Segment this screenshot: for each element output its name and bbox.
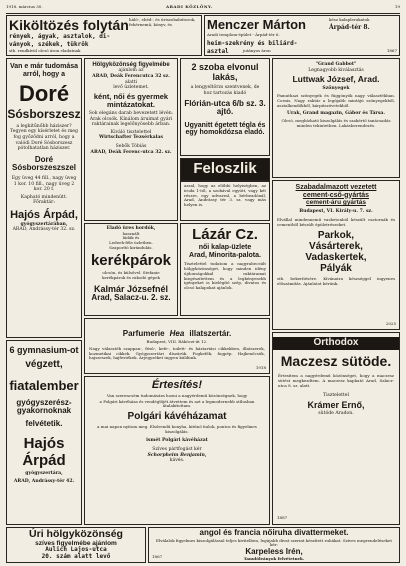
ad-luttwak — [272, 58, 400, 178]
ad-luttwak-tag: "Grand Gabbot" — [315, 62, 357, 67]
ad-maczesz-bakery — [272, 332, 400, 525]
ad-audience-l2: Aulich Lajos-utca — [45, 546, 107, 554]
ad-bicycles — [84, 223, 178, 316]
ad-two-rooms — [180, 58, 270, 156]
ad-bikes-l1: Eladó üres hordók, — [106, 226, 156, 231]
ad-gym-big: fiatalember — [9, 377, 79, 393]
ad-ladies-big: ként, női és gyermek — [93, 91, 169, 101]
ad-parf-addr: Budapest, VIII. Rákóczi-út 12. — [146, 339, 208, 344]
ad-ladies-l2: ajánlom az — [118, 68, 144, 74]
ad-ladies-l1: Hölgyközönség figyelmébe — [92, 62, 170, 68]
ad-bikes-l5: Szaporító kirándulás. — [109, 244, 153, 250]
ad-menczer-bold3: asztal — [207, 48, 229, 55]
ad-ladies-shop — [84, 58, 178, 221]
ad-fashion-salon — [148, 527, 400, 563]
ad-menczer-title: Menczer Márton — [207, 17, 306, 32]
ad-luttwak-l2: Urak, Grand magazin, Gábor és Társa. — [286, 111, 385, 117]
ad-luttwak-text: Pamuthazi szőnyegek és függönyök nagy választékban. Cornis. Nagy raktár a legújabb mintájú szőnyegekből, asztalkendőkből, kárpitszövetekből. — [277, 92, 395, 108]
ad-bikes-big: kerékpárok — [90, 251, 172, 269]
ad-gym-l2: végzett, — [25, 358, 63, 370]
ad-cement-squares: Vásárterek, — [309, 241, 363, 253]
ad-parf-number: 1918 — [255, 365, 266, 371]
ad-parf-l2: illatszertár. — [189, 329, 232, 338]
ad-parf-text: Nagy választék szappan-, fésű-, kefe-, toilett- és háztartási cikkekben, illatszerek, kozmetikai cikkek. Gyógyszertári díszárúk. Fogkefék, fogpép. Hajkenőcsök, hajszeszek, hajfestékek. Árjegyzéket ingyen küldünk. — [89, 345, 265, 361]
ad-luttwak-l0: Legnagyobb kiválasztás — [308, 67, 364, 73]
ad-parf-name: Hea — [169, 329, 185, 338]
ad-notice-text2: a mai napon nyitom meg. Elsőrendű konyha, kitűnő italok, pontos és figyelmes kiszolgálás. — [97, 424, 257, 434]
ad-maczesz-big: Maczesz sütöde. — [280, 352, 392, 369]
ad-audience-big: Úri hölgyközönség — [29, 528, 123, 540]
ad-moving-sub: háló-, ebéd-, és úriszobabútorok, fehérnemű, könyv, és — [129, 17, 196, 27]
ad-dore-prices: Egy üveg 44 fill., nagy üveg 1 kor. 10 fill., nagy üveg 2 kor. 20 f. — [11, 176, 77, 193]
ad-cement-parks: Parkok, — [317, 230, 355, 242]
ad-maczesz-name: Krámer Ernő, — [307, 399, 365, 410]
ad-rooms-l3: hoz tartozás kiadó — [203, 91, 247, 97]
ad-maczesz-number: 1887 — [277, 515, 288, 521]
ad-fashion-text: Elválalok figyelmes kiszolgálással teljes kivitelben, legújabb divat szerint készített ruhákat. Szíves megrendeléseket kér: — [156, 537, 392, 548]
ad-gym-l1: 6 gymnasium-ot — [9, 345, 79, 355]
ad-menczer-bold: Árpád-tér 8. — [329, 24, 370, 31]
ad-kavehaz-notice — [84, 376, 270, 525]
ad-fashion-l1: Tanulóleányok felvétetnek. — [243, 555, 305, 561]
ad-cement — [272, 180, 400, 330]
ad-parfumerie — [84, 318, 270, 374]
ad-lazar-hats — [180, 223, 270, 316]
ad-dore-big1: Doré — [18, 81, 70, 107]
ad-gym-l5: felvétetik. — [25, 418, 63, 428]
ad-parf-l1: Parfumerie — [122, 329, 165, 338]
ad-notice-bold: ismét Polgári kávéházat — [146, 437, 208, 443]
ad-ladies-l4: levő üzletemet. — [113, 85, 149, 91]
ad-bikes-addr: Arad, Salacz-u. 2. sz. — [91, 293, 171, 303]
ad-fashion-number: 1867 — [152, 554, 163, 560]
page-header — [6, 4, 400, 13]
ad-cement-gardens: Vadaskertek, — [305, 251, 367, 263]
ad-bikes-l6: olcsón, és külsővel. Stefanie — [102, 269, 160, 275]
ad-ladies-l6: Sebők Tóbiás — [115, 144, 147, 149]
ad-moving-bold: rények, ágyak, asztalok, di- — [9, 33, 111, 40]
ad-ladies-shop-addr: ARAD, Deák Ferencutca 32 sz. — [92, 74, 170, 80]
ad-menczer-tail: jutányos áron — [243, 48, 271, 53]
ad-rooms-bold: Flórián-utca 6/b sz. 3. ajtó. — [184, 98, 266, 117]
header-date: 1918. március 30. — [6, 4, 43, 9]
ad-cement-big2: cement-cső-gyártás — [302, 191, 370, 199]
ad-feloszlik-text — [180, 181, 270, 221]
ad-dore-name: Hajós Árpád, — [10, 208, 78, 221]
ad-dore-big3: Doré Sósborszeszszel — [11, 154, 77, 173]
ad-lazar-l1: női kalap-üzlete — [198, 244, 252, 252]
ad-moving-sale — [6, 15, 202, 56]
ad-gymnasium — [6, 340, 82, 525]
ad-fashion-big: angol és francia nőiruha divattermeket. — [199, 528, 349, 537]
ad-moving-title: Kiköltözés folytán — [9, 17, 129, 33]
ad-dore-sosborszesz — [6, 58, 82, 338]
ad-dore-name2: gyógyszertárában, — [20, 221, 68, 227]
ad-lazar-text: Tisztelettel tudatom a nagyrabecsült hölgyközönséget, hogy minden idény újdonságokkal raktáramat kiegészítettem és a legkényesebb igényeket is kielégítő szép, divatos és olcsó kalapokat ajánlok. — [184, 261, 266, 291]
ad-moving-tail: stb. rendkívül olcsó áron eladatnak — [9, 48, 81, 53]
ad-feloszlik-banner — [180, 158, 270, 181]
ad-rooms-l4: Ugyanitt égetett tégla és — [184, 121, 266, 129]
header-page-number: 19 — [394, 4, 400, 9]
ad-notice-big: Értesítés! — [151, 379, 203, 391]
ad-ladies-audience — [6, 527, 146, 563]
ad-maczesz-l1: Orthodox — [313, 337, 359, 348]
ad-luttwak-l1: Szőnyegek — [322, 86, 350, 92]
ad-rooms-l5: egy homokdózsa eladó. — [185, 129, 265, 137]
ad-dore-big2: Sósborszesz — [7, 106, 81, 121]
ad-feloszlik-title: Feloszlik — [193, 160, 257, 177]
ad-ladies-name: Wirtschafter Tezsérkalas — [99, 135, 163, 141]
ad-dore-available: Kapható mindenütt. Főraktár: — [20, 194, 68, 206]
ad-fashion-name: Karpeless Irén, — [245, 547, 303, 557]
ad-dore-small: a legkitűnőbb háziszer? Tegyen egy kísérletet és meg fog győződni arról, hogy a valódi Doré Sósborszesz pótolhatatlan háziszer. — [10, 123, 78, 152]
ad-maczesz-text: Értesítem a nagyérdemű közönséget, hogy a maczesz sütést megkezdtem. A maczesz kapható Arad, Salacz-utca 8. sz. alatt. — [278, 372, 394, 388]
header-title: ARADI KÖZLÖNY. — [166, 4, 213, 9]
ad-menczer-number: 1867 — [386, 48, 397, 53]
ad-notice-text: a Polgári kávéháza és vendéglőjét átvettem és azt a legmodernebb stílusban átalakítottam. — [99, 398, 255, 409]
ad-luttwak-name: Luttwak József, Arad. — [292, 74, 380, 85]
ad-menczer-tag: kész kalaplerakatok — [329, 17, 370, 22]
ad-cement-big3: cement-áru gyártás — [306, 199, 366, 207]
ad-bikes-name: Kalmár Józsefnél — [93, 283, 169, 294]
ad-lazar-name: Lázár Cz. — [192, 226, 258, 243]
ad-lazar-l2: Arad, Minorita-palota. — [189, 251, 261, 259]
ad-maczesz-l2: Tisztelettel — [323, 393, 349, 399]
ad-menczer-bold2: heim-szekrény és biliárd- — [207, 40, 298, 47]
ad-audience-l1: szíves figyelmébe ajánlom — [35, 540, 117, 548]
ad-feloszlik-body: azzal, hogy az előbbi helyiségben, az iroda 1-től, a szobával együtt, vagy két részre, egy udvarral, a bérbeadónál, Arad, Andrássy tér 3. sz. vagy más helyen is. — [184, 183, 266, 208]
ad-maczesz-l3: sütöde Aradon. — [318, 410, 354, 416]
ad-luttwak-tail: Olcsó, megbízható kiszolgálás és szakértő tanácsadás minden tekintetben. Lakásberendezés. — [281, 117, 391, 128]
ad-bikes-l2: használt — [122, 230, 140, 236]
ad-dore-l2: arról, hogy a — [22, 70, 65, 78]
ad-gym-name: Hajós Árpád — [22, 435, 66, 469]
ad-gym-l4: gyakornoknak — [16, 406, 72, 416]
ad-notice-big2: Polgári kávéházamat — [127, 411, 227, 423]
ad-cement-tail: stb. bekerítésére. Kívánatra készséggel ingyenes előszámítás. Ajánlatot kérünk. — [277, 276, 395, 287]
ad-menczer — [204, 15, 400, 56]
ad-cement-number: 2025 — [385, 321, 396, 327]
ad-bikes-l7: kerékpárok és rakodó gépek — [102, 274, 160, 280]
ad-ladies-big2: mintázatokat. — [107, 99, 155, 109]
ad-rooms-l2: a lengyeltörzs szentvenek, de — [190, 85, 260, 91]
ad-notice-l3: kávés. — [169, 458, 185, 464]
ad-notice-l2: Szíves pártfogást kér — [152, 447, 202, 453]
ad-cement-l1: Elvállal mindennemű vasbetonból készült csatornák és cementből készült épületrészeket. — [277, 216, 395, 227]
ad-bikes-l4: Ledeeh-féle üzletben. — [109, 240, 153, 246]
ad-ladies-sub: ARAD, Deák Ferenc-utca 32. sz. — [90, 149, 172, 155]
ad-ladies-l5: Kiváló tisztelettel — [110, 129, 152, 135]
ad-ladies-text: Sok elegáns darab bevezetett lévén. Árak olcsók. Kínálom áruimat gyári raktárainak legelőnyösebb árban. — [88, 111, 174, 128]
ad-cement-big1: Szabadalmazott vezetett — [295, 184, 377, 191]
ad-dore-address: ARAD, Andrássy-tér 32. sz. — [12, 227, 76, 233]
ad-audience-l3: 20. szám alatt levő — [41, 552, 111, 560]
ad-notice-name: Schorpheim Benjamin, — [147, 452, 207, 458]
ad-ladies-l3: alatti — [124, 79, 138, 85]
ad-menczer-sub: Aradi templom-épület - Árpád-tér 6. — [207, 32, 280, 37]
ad-gym-addr: ARAD, Andrássy-tér 42. — [13, 479, 75, 485]
ad-cement-addr: Budapest, VI. Király-u. 7. sz. — [299, 209, 373, 215]
ad-notice-l1: Van szerencsém tudomására hozni a nagyérdemű közönségnek, hogy — [106, 392, 248, 398]
ad-gym-l6: gyógyszertára, — [25, 470, 63, 476]
ad-cement-fields: Pályák — [320, 262, 352, 274]
ad-bikes-l3: ládák és — [122, 235, 140, 241]
ad-dore-l1: Van e már tudomása — [9, 63, 79, 70]
ad-rooms-l1: 2 szoba elvonul lakás, — [191, 62, 259, 82]
ad-gym-l3: gyógyszerész- — [16, 397, 72, 407]
ad-moving-bold2: ványok, székek, tükrök — [9, 41, 89, 48]
